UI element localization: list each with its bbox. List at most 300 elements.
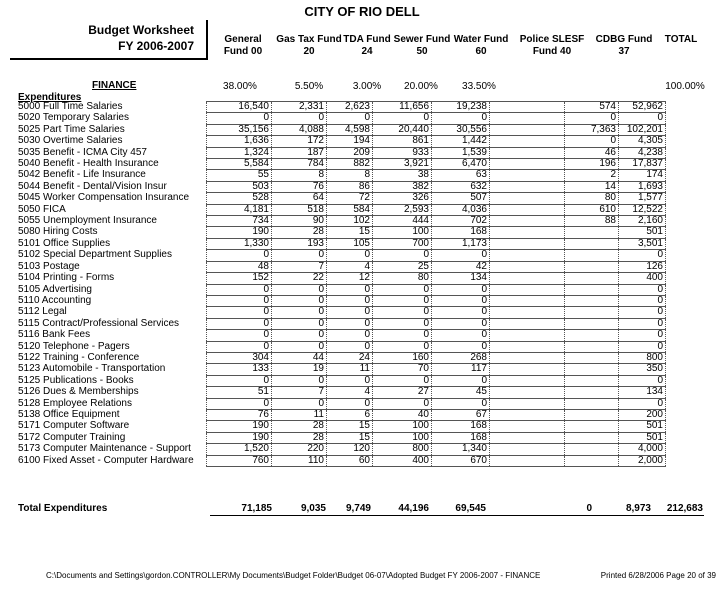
cell-value: 1,324 bbox=[207, 147, 272, 158]
cell-value bbox=[565, 421, 619, 432]
table-row bbox=[18, 432, 666, 443]
cell-value: 3,921 bbox=[373, 159, 432, 170]
table-row bbox=[18, 295, 666, 306]
cell-value: 16,540 bbox=[207, 102, 272, 113]
cell-value: 22 bbox=[272, 273, 327, 284]
cell-value: 8 bbox=[272, 170, 327, 181]
cell-value: 72 bbox=[327, 193, 373, 204]
total-sewer: 44,196 bbox=[398, 503, 429, 514]
cell-value bbox=[490, 193, 565, 204]
cell-value bbox=[565, 364, 619, 375]
cell-value: 4,088 bbox=[272, 124, 327, 135]
cell-value: 48 bbox=[207, 261, 272, 272]
department-label: FINANCE bbox=[92, 80, 137, 91]
cell-value: 326 bbox=[373, 193, 432, 204]
cell-value bbox=[565, 444, 619, 455]
cell-value: 35,156 bbox=[207, 124, 272, 135]
cell-value: 4,305 bbox=[619, 136, 666, 147]
cell-value: 0 bbox=[619, 295, 666, 306]
cell-value: 14 bbox=[565, 181, 619, 192]
cell-value: 0 bbox=[619, 284, 666, 295]
cell-value: 134 bbox=[619, 387, 666, 398]
cell-value: 20,440 bbox=[373, 124, 432, 135]
cell-value: 100 bbox=[373, 432, 432, 443]
cell-value: 0 bbox=[272, 250, 327, 261]
cell-value: 117 bbox=[432, 364, 490, 375]
row-label: 5122 Training - Conference bbox=[18, 351, 140, 363]
pct-gas-tax: 5.50% bbox=[294, 81, 324, 92]
cell-value: 100 bbox=[373, 227, 432, 238]
cell-value: 134 bbox=[432, 273, 490, 284]
cell-value: 11,656 bbox=[373, 102, 432, 113]
cell-value: 0 bbox=[565, 113, 619, 124]
cell-value: 51 bbox=[207, 387, 272, 398]
table-row bbox=[18, 375, 666, 386]
row-label: 5171 Computer Software bbox=[18, 420, 130, 432]
cell-value bbox=[490, 352, 565, 363]
col-header-police: Police SLESF Fund 40 bbox=[519, 34, 585, 57]
table-row bbox=[18, 409, 666, 420]
cell-value: 0 bbox=[327, 375, 373, 386]
cell-value: 4,036 bbox=[432, 204, 490, 215]
row-label: 5120 Telephone - Pagers bbox=[18, 340, 130, 352]
cell-value: 168 bbox=[432, 432, 490, 443]
cell-value: 64 bbox=[272, 193, 327, 204]
row-label: 5025 Part Time Salaries bbox=[18, 123, 125, 135]
cell-value: 0 bbox=[207, 375, 272, 386]
cell-value: 0 bbox=[272, 341, 327, 352]
worksheet-title-box bbox=[10, 20, 208, 60]
cell-value bbox=[565, 273, 619, 284]
cell-value: 0 bbox=[207, 113, 272, 124]
cell-value: 0 bbox=[327, 341, 373, 352]
row-label: 5173 Computer Maintenance - Support bbox=[18, 443, 191, 455]
cell-value: 1,577 bbox=[619, 193, 666, 204]
cell-value: 6 bbox=[327, 409, 373, 420]
pct-tda: 3.00% bbox=[352, 81, 382, 92]
cell-value: 1,539 bbox=[432, 147, 490, 158]
cell-value bbox=[565, 375, 619, 386]
cell-value: 4,238 bbox=[619, 147, 666, 158]
cell-value: 0 bbox=[272, 375, 327, 386]
cell-value: 0 bbox=[373, 330, 432, 341]
cell-value: 0 bbox=[272, 113, 327, 124]
cell-value: 0 bbox=[272, 295, 327, 306]
cell-value: 1,330 bbox=[207, 238, 272, 249]
cell-value: 105 bbox=[327, 238, 373, 249]
table-row bbox=[18, 181, 666, 192]
cell-value: 15 bbox=[327, 421, 373, 432]
total-gas-tax: 9,035 bbox=[300, 503, 326, 514]
table-row bbox=[18, 444, 666, 455]
cell-value bbox=[565, 261, 619, 272]
cell-value bbox=[490, 398, 565, 409]
cell-value: 584 bbox=[327, 204, 373, 215]
row-label: 5042 Benefit - Life Insurance bbox=[18, 169, 146, 181]
row-label: 5128 Employee Relations bbox=[18, 397, 132, 409]
cell-value: 0 bbox=[619, 375, 666, 386]
table-row bbox=[18, 124, 666, 135]
cell-value: 0 bbox=[373, 375, 432, 386]
cell-value: 190 bbox=[207, 432, 272, 443]
cell-value: 28 bbox=[272, 432, 327, 443]
cell-value: 0 bbox=[373, 318, 432, 329]
cell-value: 1,173 bbox=[432, 238, 490, 249]
cell-value: 120 bbox=[327, 444, 373, 455]
cell-value: 3,501 bbox=[619, 238, 666, 249]
cell-value: 40 bbox=[373, 409, 432, 420]
cell-value: 0 bbox=[432, 375, 490, 386]
cell-value: 0 bbox=[432, 284, 490, 295]
cell-value: 0 bbox=[432, 113, 490, 124]
cell-value bbox=[565, 409, 619, 420]
cell-value: 382 bbox=[373, 181, 432, 192]
cell-value: 0 bbox=[272, 307, 327, 318]
cell-value: 52,962 bbox=[619, 102, 666, 113]
table-row bbox=[18, 273, 666, 284]
row-label: 5045 Worker Compensation Insurance bbox=[18, 192, 190, 204]
table-row bbox=[18, 136, 666, 147]
cell-value: 15 bbox=[327, 227, 373, 238]
row-label: 5126 Dues & Memberships bbox=[18, 386, 139, 398]
table-row bbox=[18, 216, 666, 227]
cell-value bbox=[490, 147, 565, 158]
cell-value: 45 bbox=[432, 387, 490, 398]
cell-value: 610 bbox=[565, 204, 619, 215]
cell-value bbox=[565, 398, 619, 409]
cell-value: 0 bbox=[432, 250, 490, 261]
cell-value: 0 bbox=[432, 307, 490, 318]
cell-value: 7 bbox=[272, 387, 327, 398]
cell-value: 2,623 bbox=[327, 102, 373, 113]
cell-value: 55 bbox=[207, 170, 272, 181]
col-header-cdbg: CDBG Fund 37 bbox=[595, 34, 653, 57]
row-label: 5115 Contract/Professional Services bbox=[18, 317, 180, 329]
cell-value: 0 bbox=[327, 250, 373, 261]
cell-value: 100 bbox=[373, 421, 432, 432]
cell-value: 2,160 bbox=[619, 216, 666, 227]
row-label: 5105 Advertising bbox=[18, 283, 92, 295]
table-row bbox=[18, 227, 666, 238]
cell-value: 46 bbox=[565, 147, 619, 158]
cell-value bbox=[490, 159, 565, 170]
cell-value: 0 bbox=[373, 307, 432, 318]
total-underline bbox=[210, 515, 704, 516]
cell-value bbox=[565, 250, 619, 261]
row-label: 5104 Printing - Forms bbox=[18, 272, 115, 284]
fiscal-year: FY 2006-2007 bbox=[118, 39, 194, 53]
cell-value: 152 bbox=[207, 273, 272, 284]
cell-value bbox=[490, 113, 565, 124]
cell-value bbox=[565, 227, 619, 238]
cell-value: 12 bbox=[327, 273, 373, 284]
cell-value bbox=[490, 330, 565, 341]
cell-value: 0 bbox=[327, 295, 373, 306]
cell-value: 0 bbox=[619, 318, 666, 329]
cell-value: 187 bbox=[272, 147, 327, 158]
cell-value bbox=[490, 341, 565, 352]
cell-value: 196 bbox=[565, 159, 619, 170]
cell-value: 193 bbox=[272, 238, 327, 249]
cell-value: 400 bbox=[373, 455, 432, 466]
cell-value bbox=[490, 455, 565, 466]
table-row bbox=[18, 250, 666, 261]
row-label: 5123 Automobile - Transportation bbox=[18, 363, 166, 375]
table-row bbox=[18, 364, 666, 375]
table-row bbox=[18, 261, 666, 272]
cell-value: 501 bbox=[619, 421, 666, 432]
cell-value: 168 bbox=[432, 227, 490, 238]
cell-value: 0 bbox=[373, 113, 432, 124]
cell-value bbox=[490, 387, 565, 398]
cell-value: 19 bbox=[272, 364, 327, 375]
cell-value: 80 bbox=[373, 273, 432, 284]
cell-value bbox=[490, 216, 565, 227]
cell-value bbox=[490, 170, 565, 181]
cell-value: 4,000 bbox=[619, 444, 666, 455]
cell-value bbox=[490, 227, 565, 238]
col-header-general: General Fund 00 bbox=[223, 34, 263, 57]
cell-value: 76 bbox=[272, 181, 327, 192]
cell-value: 400 bbox=[619, 273, 666, 284]
cell-value: 0 bbox=[619, 250, 666, 261]
cell-value: 4,181 bbox=[207, 204, 272, 215]
cell-value: 0 bbox=[327, 318, 373, 329]
cell-value: 882 bbox=[327, 159, 373, 170]
cell-value: 60 bbox=[327, 455, 373, 466]
cell-value: 17,837 bbox=[619, 159, 666, 170]
cell-value: 19,238 bbox=[432, 102, 490, 113]
cell-value bbox=[490, 375, 565, 386]
cell-value bbox=[490, 204, 565, 215]
table-row bbox=[18, 352, 666, 363]
cell-value: 760 bbox=[207, 455, 272, 466]
cell-value: 0 bbox=[207, 330, 272, 341]
cell-value bbox=[490, 273, 565, 284]
cell-value: 670 bbox=[432, 455, 490, 466]
cell-value: 0 bbox=[373, 398, 432, 409]
cell-value: 5,584 bbox=[207, 159, 272, 170]
cell-value: 0 bbox=[373, 284, 432, 295]
cell-value: 4 bbox=[327, 261, 373, 272]
table-row bbox=[18, 341, 666, 352]
cell-value: 38 bbox=[373, 170, 432, 181]
table-row bbox=[18, 159, 666, 170]
cell-value: 220 bbox=[272, 444, 327, 455]
cell-value: 0 bbox=[619, 341, 666, 352]
cell-value: 194 bbox=[327, 136, 373, 147]
cell-value: 190 bbox=[207, 227, 272, 238]
cell-value bbox=[565, 307, 619, 318]
cell-value: 2,331 bbox=[272, 102, 327, 113]
cell-value: 190 bbox=[207, 421, 272, 432]
row-label: 5138 Office Equipment bbox=[18, 408, 120, 420]
table-row bbox=[18, 330, 666, 341]
table-row bbox=[18, 284, 666, 295]
cell-value: 76 bbox=[207, 409, 272, 420]
expenditures-heading: Expenditures bbox=[18, 92, 82, 103]
total-all: 212,683 bbox=[666, 503, 703, 514]
cell-value: 0 bbox=[207, 295, 272, 306]
table-row bbox=[18, 387, 666, 398]
city-title: CITY OF RIO DELL bbox=[304, 4, 420, 19]
table-row bbox=[18, 398, 666, 409]
cell-value bbox=[490, 136, 565, 147]
row-label: 5040 Benefit - Health Insurance bbox=[18, 158, 159, 170]
cell-value: 86 bbox=[327, 181, 373, 192]
cell-value: 168 bbox=[432, 421, 490, 432]
cell-value: 44 bbox=[272, 352, 327, 363]
total-cdbg: 8,973 bbox=[625, 503, 651, 514]
cell-value bbox=[490, 238, 565, 249]
row-label: 5103 Postage bbox=[18, 260, 80, 272]
pct-water: 33.50% bbox=[462, 81, 496, 92]
total-label: Total Expenditures bbox=[18, 503, 108, 514]
cell-value: 63 bbox=[432, 170, 490, 181]
cell-value: 0 bbox=[272, 398, 327, 409]
table-row bbox=[18, 307, 666, 318]
cell-value: 1,693 bbox=[619, 181, 666, 192]
cell-value bbox=[565, 387, 619, 398]
cell-value: 0 bbox=[272, 284, 327, 295]
cell-value: 507 bbox=[432, 193, 490, 204]
table-row bbox=[18, 193, 666, 204]
cell-value: 501 bbox=[619, 432, 666, 443]
cell-value: 174 bbox=[619, 170, 666, 181]
footer-printed: Printed 6/28/2006 Page 20 of 39 bbox=[600, 571, 716, 580]
cell-value: 702 bbox=[432, 216, 490, 227]
row-label: 5101 Office Supplies bbox=[18, 237, 111, 249]
cell-value: 0 bbox=[432, 318, 490, 329]
cell-value: 88 bbox=[565, 216, 619, 227]
row-label: 5035 Benefit - ICMA City 457 bbox=[18, 146, 147, 158]
cell-value: 518 bbox=[272, 204, 327, 215]
table-row bbox=[18, 421, 666, 432]
cell-value bbox=[565, 455, 619, 466]
cell-value: 350 bbox=[619, 364, 666, 375]
pct-sewer: 20.00% bbox=[404, 81, 438, 92]
row-label: 5030 Overtime Salaries bbox=[18, 135, 123, 147]
cell-value: 28 bbox=[272, 421, 327, 432]
cell-value: 15 bbox=[327, 432, 373, 443]
row-label: 5112 Legal bbox=[18, 306, 67, 318]
total-police: 0 bbox=[586, 503, 592, 514]
cell-value: 268 bbox=[432, 352, 490, 363]
cell-value: 0 bbox=[327, 307, 373, 318]
cell-value: 1,340 bbox=[432, 444, 490, 455]
cell-value: 2 bbox=[565, 170, 619, 181]
cell-value: 70 bbox=[373, 364, 432, 375]
row-label: 5020 Temporary Salaries bbox=[18, 112, 129, 124]
cell-value: 0 bbox=[373, 295, 432, 306]
cell-value bbox=[565, 432, 619, 443]
cell-value: 0 bbox=[619, 330, 666, 341]
cell-value bbox=[490, 102, 565, 113]
cell-value: 2,593 bbox=[373, 204, 432, 215]
budget-table bbox=[18, 101, 666, 467]
row-label: 5080 Hiring Costs bbox=[18, 226, 98, 238]
cell-value: 0 bbox=[272, 318, 327, 329]
cell-value bbox=[565, 352, 619, 363]
cell-value: 0 bbox=[565, 136, 619, 147]
cell-value bbox=[490, 432, 565, 443]
cell-value bbox=[490, 181, 565, 192]
cell-value: 861 bbox=[373, 136, 432, 147]
pct-total: 100.00% bbox=[665, 81, 705, 92]
cell-value: 0 bbox=[619, 113, 666, 124]
cell-value: 700 bbox=[373, 238, 432, 249]
cell-value bbox=[565, 318, 619, 329]
cell-value: 200 bbox=[619, 409, 666, 420]
row-label: 6100 Fixed Asset - Computer Hardware bbox=[18, 454, 194, 466]
row-label: 5102 Special Department Supplies bbox=[18, 249, 172, 261]
cell-value bbox=[490, 307, 565, 318]
cell-value: 0 bbox=[432, 398, 490, 409]
cell-value: 4,598 bbox=[327, 124, 373, 135]
cell-value: 8 bbox=[327, 170, 373, 181]
cell-value: 2,000 bbox=[619, 455, 666, 466]
table-row bbox=[18, 455, 666, 466]
cell-value: 0 bbox=[432, 341, 490, 352]
cell-value: 11 bbox=[327, 364, 373, 375]
cell-value bbox=[565, 341, 619, 352]
row-label: 5172 Computer Training bbox=[18, 431, 126, 443]
cell-value: 800 bbox=[619, 352, 666, 363]
cell-value: 7,363 bbox=[565, 124, 619, 135]
cell-value: 528 bbox=[207, 193, 272, 204]
cell-value bbox=[490, 409, 565, 420]
cell-value: 632 bbox=[432, 181, 490, 192]
total-water: 69,545 bbox=[455, 503, 486, 514]
cell-value: 42 bbox=[432, 261, 490, 272]
cell-value: 28 bbox=[272, 227, 327, 238]
table-row bbox=[18, 318, 666, 329]
cell-value: 27 bbox=[373, 387, 432, 398]
cell-value: 126 bbox=[619, 261, 666, 272]
table-row bbox=[18, 170, 666, 181]
total-general: 71,185 bbox=[241, 503, 272, 514]
table-row bbox=[18, 102, 666, 113]
cell-value: 12,522 bbox=[619, 204, 666, 215]
cell-value: 6,470 bbox=[432, 159, 490, 170]
cell-value bbox=[490, 295, 565, 306]
cell-value: 800 bbox=[373, 444, 432, 455]
cell-value: 1,520 bbox=[207, 444, 272, 455]
row-label: 5116 Bank Fees bbox=[18, 329, 91, 341]
cell-value: 4 bbox=[327, 387, 373, 398]
cell-value: 0 bbox=[207, 307, 272, 318]
cell-value bbox=[490, 284, 565, 295]
cell-value: 784 bbox=[272, 159, 327, 170]
row-label: 5110 Accounting bbox=[18, 294, 92, 306]
cell-value: 0 bbox=[327, 398, 373, 409]
cell-value: 110 bbox=[272, 455, 327, 466]
cell-value: 25 bbox=[373, 261, 432, 272]
table-row bbox=[18, 147, 666, 158]
cell-value: 209 bbox=[327, 147, 373, 158]
worksheet-title: Budget Worksheet bbox=[88, 23, 194, 37]
cell-value bbox=[490, 364, 565, 375]
cell-value: 0 bbox=[327, 284, 373, 295]
col-header-tda: TDA Fund 24 bbox=[343, 34, 391, 57]
cell-value: 90 bbox=[272, 216, 327, 227]
cell-value: 0 bbox=[207, 284, 272, 295]
cell-value bbox=[490, 124, 565, 135]
cell-value: 7 bbox=[272, 261, 327, 272]
cell-value: 0 bbox=[619, 398, 666, 409]
cell-value: 0 bbox=[272, 330, 327, 341]
cell-value: 160 bbox=[373, 352, 432, 363]
